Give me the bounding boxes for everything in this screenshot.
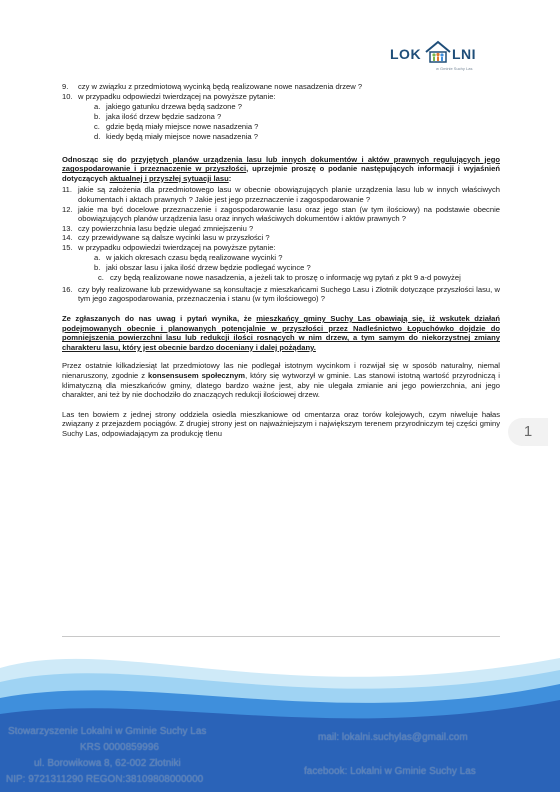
sub-letter: d. bbox=[94, 131, 101, 141]
list-item bbox=[62, 92, 500, 102]
footer-nip-regon: NIP: 9721311290 REGON:38109808000000 bbox=[6, 774, 204, 785]
footer-facebook: facebook: Lokalni w Gminie Suchy Las bbox=[304, 766, 476, 777]
sub-text: jaka ilość drzew będzie sadzona ? bbox=[106, 111, 222, 121]
footer-address: ul. Borowikowa 8, 62-002 Złotniki bbox=[34, 758, 181, 769]
footer-email: mail: lokalni.suchylas@gmail.com bbox=[318, 732, 468, 743]
paragraph-bold: konsensusem społecznym bbox=[147, 370, 246, 380]
sub-letter: c. bbox=[94, 121, 100, 131]
intro-underlined-1: przyjętych planów urządzenia lasu lub innych dokumentów i aktów prawnych regulujących jego zagospodarowanie i przeznaczenie w przyszłości bbox=[62, 154, 500, 174]
item-number: 13. bbox=[62, 223, 73, 233]
sub-item bbox=[62, 273, 500, 283]
item-text: czy powierzchnia lasu będzie ulegać zmniejszeniu ? bbox=[78, 223, 254, 233]
paragraph-text-2: , który się wytworzył w gminie. Las stanowi istotną wartość przyrodniczą i klimatyczną dla mieszkańców gminy, dlatego bardzo ważne jest, aby nie ulegała zmianie ani jego powierzchnia, ani jego charakter, ani też by nie dochodziło do znaczących redukcji ilościowej drzew. bbox=[62, 370, 500, 400]
sub-text: gdzie będą miały miejsce nowe nasadzenia ? bbox=[106, 121, 259, 131]
list-item bbox=[62, 224, 500, 234]
sub-item bbox=[62, 122, 500, 132]
house-icon bbox=[424, 40, 452, 64]
sub-text: czy będą realizowane nowe nasadzenia, a jeżeli tak to proszę o informację wg pytań z pkt 9 a-d powyżej bbox=[110, 273, 461, 283]
logo-text-right: LNI bbox=[452, 46, 477, 62]
sub-text: w jakich okresach czasu będą realizowane wycinki ? bbox=[106, 253, 283, 262]
item-number: 15. bbox=[62, 242, 73, 252]
item-number: 14. bbox=[62, 233, 73, 243]
item-text: czy przewidywane są dalsze wycinki lasu w przyszłości ? bbox=[78, 233, 270, 243]
list-item bbox=[62, 185, 500, 204]
item-text: jakie ma być docelowe przeznaczenie i zagospodarowanie lasu oraz jego stan (w tym ilościowy) na podstawie obecnie obowiązujących planów urządzenia lasu oraz innych właściwych dokumentów i aktów prawnych ? bbox=[78, 204, 500, 224]
item-number: 11. bbox=[62, 185, 72, 195]
footer-wave-graphic bbox=[0, 640, 560, 792]
intro-text-3: : bbox=[228, 173, 232, 183]
sub-text: kiedy będą miały miejsce nowe nasadzenia ? bbox=[106, 131, 258, 141]
item-text: w przypadku odpowiedzi twierdzącej na powyższe pytanie: bbox=[78, 242, 276, 252]
sub-item bbox=[62, 253, 500, 263]
intro-underlined-2: aktualnej i przyszłej sytuacji lasu bbox=[109, 173, 229, 183]
list-item bbox=[62, 243, 500, 253]
conclusion-text: Ze zgłaszanych do nas uwag i pytań wynika, że bbox=[62, 313, 257, 323]
item-number: 12. bbox=[62, 204, 73, 214]
sub-item bbox=[62, 112, 500, 122]
page-number-tab: 1 bbox=[508, 418, 548, 446]
item-text: czy w związku z przedmiotową wycinką będą realizowane nowe nasadzenia drzew ? bbox=[78, 82, 363, 91]
paragraph-text-1: Przez ostatnie kilkadziesiąt lat przedmiotowy las nie podlegał istotnym wycinkom i rozwijał się w sposób naturalny, niemal nienaruszony, zgodnie z bbox=[62, 361, 500, 380]
logo-text-left: LOK bbox=[390, 46, 422, 62]
intro-text-2: , uprzejmie proszę o podanie następujących informacji i wyjaśnień dotyczących bbox=[62, 164, 500, 183]
item-number: 16. bbox=[62, 284, 73, 294]
sub-item bbox=[62, 102, 500, 112]
letter-body bbox=[62, 82, 500, 439]
footer bbox=[0, 640, 560, 792]
sub-item bbox=[62, 132, 500, 142]
organization-logo bbox=[390, 40, 490, 76]
sub-letter: c. bbox=[98, 273, 104, 283]
sub-letter: a. bbox=[94, 101, 101, 111]
logo-subtitle: w Gminie Suchy Las bbox=[436, 66, 473, 71]
list-item bbox=[62, 205, 500, 224]
body-paragraph bbox=[62, 361, 500, 399]
item-number: 10. bbox=[62, 91, 73, 101]
item-text: czy były realizowane lub przewidywane są konsultacje z mieszkańcami Suchego Lasu i Złotnik dotyczące przyszłości lasu, w tym jego zagospodarowania, przeznaczenia i stanu (w tym ilościowego) ? bbox=[78, 284, 500, 304]
list-item bbox=[62, 82, 500, 92]
footer-krs: KRS 0000859996 bbox=[80, 742, 159, 753]
item-number: 9. bbox=[62, 82, 69, 91]
list-item bbox=[62, 233, 500, 243]
sub-text: jakiego gatunku drzewa będą sadzone ? bbox=[106, 101, 242, 111]
body-paragraph: Las ten bowiem z jednej strony oddziela osiedla mieszkaniowe od cmentarza oraz torów kolejowych, czym niweluje hałas związany z przejazdem pociągów. Z drugiej strony jest on najważniejszym i największym terenem przyrodniczym tej części gminy Suchy Las, odpowiadającym za produkcję tlenu bbox=[62, 409, 500, 438]
intro-paragraph bbox=[62, 155, 500, 184]
sub-text: jaki obszar lasu i jaka ilość drzew będzie podlegać wycince ? bbox=[106, 263, 311, 273]
list-item bbox=[62, 285, 500, 304]
sub-letter: a. bbox=[94, 253, 101, 262]
sub-item bbox=[62, 263, 500, 273]
sub-letter: b. bbox=[94, 263, 101, 273]
conclusion-underlined: mieszkańcy gminy Suchy Las obawiają się, iż wskutek działań podejmowanych obecnie i planowanych potencjalnie w przyszłości przez Nadleśnictwo Łopuchówko dojdzie do pomniejszenia powierzchni lasu lub redukcji ilości rosnących w nim drzew, a tym samym do niekorzystnej zmiany charakteru lasu, który jest obecnie bardzo doceniany i dalej pożądany. bbox=[62, 313, 500, 352]
item-text: w przypadku odpowiedzi twierdzącej na powyższe pytanie: bbox=[78, 91, 276, 101]
sub-letter: b. bbox=[94, 111, 101, 121]
item-text: jakie są założenia dla przedmiotowego lasu w obecnie obowiązujących planie urządzenia lasu lub w innych właściwych dokumentach i aktach prawnych ? Jakie jest jego przeznaczenie i zagospodarowanie ? bbox=[78, 185, 500, 204]
intro-text-1: Odnosząc się do bbox=[62, 154, 131, 164]
conclusion-paragraph bbox=[62, 314, 500, 352]
divider bbox=[62, 636, 500, 637]
footer-organization: Stowarzyszenie Lokalni w Gminie Suchy Las bbox=[8, 726, 207, 737]
